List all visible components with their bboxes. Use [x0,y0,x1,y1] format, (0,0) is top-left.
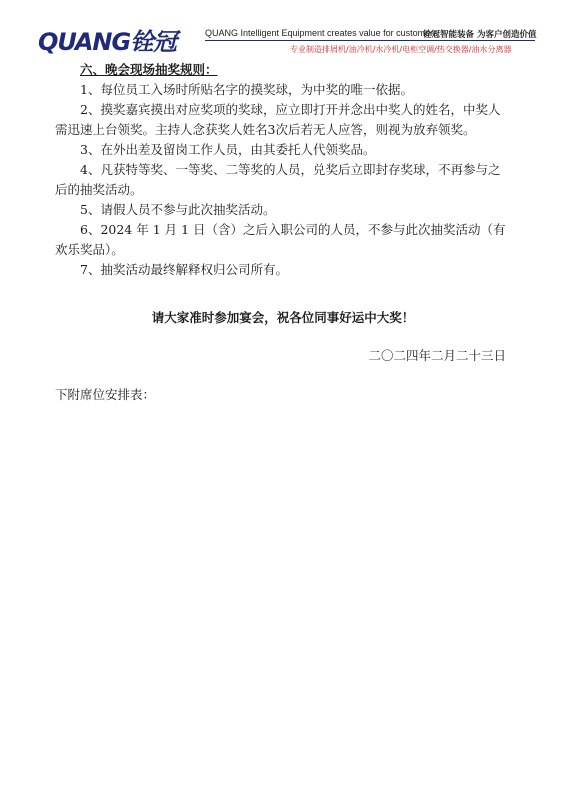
rule-item: 4、凡获特等奖、一等奖、二等奖的人员，兑奖后立即封存奖球，不再参与之后的抽奖活动。 [55,162,501,197]
company-logo [38,24,178,54]
rule-item: 2、摸奖嘉宾摸出对应奖项的奖球，应立即打开并念出中奖人的姓名，中奖人需迅速上台领奖。主持人念获奖人姓名3次后若无人应答，则视为放弃领奖。 [55,102,501,137]
rule-item: 5、请假人员不参与此次抽奖活动。 [80,202,276,217]
rule-item: 7、抽奖活动最终解释权归公司所有。 [80,262,288,277]
header-divider [205,40,535,41]
tagline-chinese: 铨冠智能装备 为客户创造价值 [423,30,537,40]
product-line: 专业制造排屑机/油冷机/水冷机/电柜空调/热交换器/油水分离器 [290,45,512,54]
rule-item: 1、每位员工入场时所贴名字的摸奖球，为中奖的唯一依据。 [80,82,413,97]
section-title [55,60,511,80]
document-date: 二〇二四年二月二十三日 [368,348,506,363]
letterhead [0,0,566,60]
document-body [55,60,511,405]
tagline-english: QUANG Intelligent Equipment creates value for customers [205,28,438,38]
appendix-note: 下附席位安排表： [55,387,156,402]
closing-greeting: 请大家准时参加宴会，祝各位同事好运中大奖！ [151,310,415,325]
section-title-text: 六、晚会现场抽奖规则： [80,62,218,77]
rule-item: 6、2024 年 1 月 1 日（含）之后入职公司的人员，不参与此次抽奖活动（有欢乐奖品）。 [55,222,506,257]
logo-text: QUANG铨冠 [38,27,177,56]
rule-item: 3、在外出差及留岗工作人员，由其委托人代领奖品。 [80,142,376,157]
